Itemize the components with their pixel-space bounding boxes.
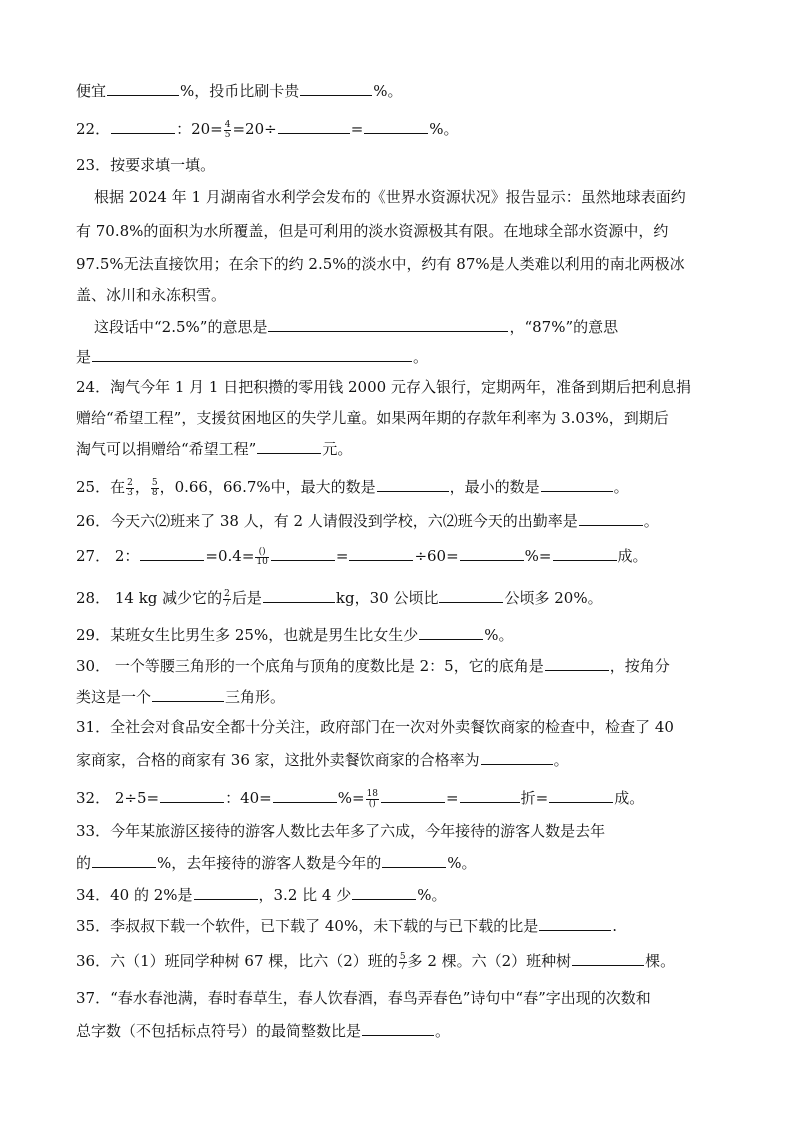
question-37-line-2 xyxy=(76,1020,450,1041)
text: %。 xyxy=(429,120,459,138)
answer-blank[interactable] xyxy=(111,118,175,134)
text: 。 xyxy=(553,751,569,769)
answer-blank[interactable] xyxy=(460,787,520,803)
answer-blank[interactable] xyxy=(92,852,156,868)
text: 的 xyxy=(76,854,92,872)
question-33 xyxy=(76,821,605,841)
numerator: 2 xyxy=(127,477,133,488)
text: %= xyxy=(524,547,552,565)
text: 23．按要求填一填。 xyxy=(76,156,216,174)
question-31 xyxy=(76,717,674,737)
text: 25．在 xyxy=(76,478,126,496)
answer-blank[interactable] xyxy=(152,686,224,702)
answer-blank[interactable] xyxy=(553,545,617,561)
text: 。 xyxy=(413,348,429,366)
passage-line-3 xyxy=(76,254,685,274)
text: 元。 xyxy=(322,440,353,458)
denominator: () xyxy=(368,798,376,809)
text: 淘气可以捐赠给“希望工程” xyxy=(76,440,257,458)
text: ，3.2 比 4 少 xyxy=(258,886,352,904)
answer-blank[interactable] xyxy=(257,438,321,454)
answer-blank[interactable] xyxy=(545,655,609,671)
answer-blank[interactable] xyxy=(539,915,611,931)
numerator: 5 xyxy=(151,477,158,488)
denominator: 3 xyxy=(127,487,133,498)
denominator: 7 xyxy=(399,961,406,972)
text: %，投币比刷卡贵 xyxy=(180,82,300,100)
question-31-line-2 xyxy=(76,749,569,770)
text: 总字数（不包括标点符号）的最简整数比是 xyxy=(76,1022,362,1040)
answer-blank[interactable] xyxy=(549,787,613,803)
answer-blank[interactable] xyxy=(419,624,483,640)
question-22 xyxy=(76,118,459,140)
text: 26．今天六⑵班来了 38 人，有 2 人请假没到学校，六⑵班今天的出勤率是 xyxy=(76,512,578,530)
question-30-line-2 xyxy=(76,686,285,707)
answer-blank[interactable] xyxy=(481,749,553,765)
answer-blank[interactable] xyxy=(352,884,416,900)
numerator: 5 xyxy=(399,951,406,962)
answer-blank[interactable] xyxy=(439,587,503,603)
text: %。 xyxy=(373,82,403,100)
text: 便宜 xyxy=(76,82,107,100)
question-37 xyxy=(76,988,651,1008)
question-27 xyxy=(76,545,648,567)
text: 多 2 棵。六（2）班种树 xyxy=(407,952,572,970)
text: ÷60= xyxy=(414,547,459,565)
answer-blank[interactable] xyxy=(263,587,335,603)
answer-blank[interactable] xyxy=(377,476,449,492)
text: ，0.66，66.7%中，最大的数是 xyxy=(159,478,376,496)
text: = xyxy=(446,789,459,807)
fraction xyxy=(366,790,379,809)
answer-blank[interactable] xyxy=(92,346,412,362)
text: 盖、冰川和永冻积雪。 xyxy=(76,286,227,304)
fraction xyxy=(224,121,232,140)
text: 赠给“希望工程”，支援贫困地区的失学儿童。如果两年期的存款年利率为 3.03%，到期后 xyxy=(76,409,669,427)
passage-line-1 xyxy=(94,187,686,207)
answer-blank[interactable] xyxy=(362,1020,434,1036)
answer-blank[interactable] xyxy=(107,80,179,96)
text: 27． 2： xyxy=(76,547,140,565)
answer-blank[interactable] xyxy=(349,545,413,561)
text: 根据 2024 年 1 月湖南省水利学会发布的《世界水资源状况》报告显示：虽然地球表面约 xyxy=(94,188,686,206)
text: 97.5%无法直接饮用；在余下的约 2.5%的淡水中，约有 87%是人类难以利用的南北两极冰 xyxy=(76,255,685,273)
text: 这段话中“2.5%”的意思是 xyxy=(94,318,268,336)
answer-blank[interactable] xyxy=(460,545,524,561)
fraction xyxy=(223,590,231,609)
passage-line-2 xyxy=(76,221,668,241)
fraction xyxy=(255,548,268,567)
question-33-line-2 xyxy=(76,852,477,873)
answer-blank[interactable] xyxy=(541,476,613,492)
text: 三角形。 xyxy=(225,688,286,706)
text: 家商家，合格的商家有 36 家，这批外卖餐饮商家的合格率为 xyxy=(76,751,480,769)
text: 29．某班女生比男生多 25%，也就是男生比女生少 xyxy=(76,626,419,644)
question-35 xyxy=(76,915,617,936)
text: ， xyxy=(134,478,150,496)
text: kg，30 公顷比 xyxy=(335,589,439,607)
question-24-line-2 xyxy=(76,408,669,428)
fraction xyxy=(399,953,407,972)
text: %= xyxy=(337,789,365,807)
text: 棵。 xyxy=(645,952,676,970)
denominator: 7 xyxy=(224,598,230,609)
text: 31．全社会对食品安全都十分关注，政府部门在一次对外卖餐饮商家的检查中，检查了 40 xyxy=(76,718,674,736)
text: %，去年接待的游客人数是今年的 xyxy=(157,854,382,872)
answer-blank[interactable] xyxy=(382,852,446,868)
denominator: 5 xyxy=(224,129,231,140)
answer-blank[interactable] xyxy=(300,80,372,96)
text: =0.4= xyxy=(205,547,255,565)
text: 公顷多 20%。 xyxy=(504,589,603,607)
answer-blank[interactable] xyxy=(273,787,337,803)
question-24-line-3 xyxy=(76,438,352,459)
question-34 xyxy=(76,884,446,905)
text: 成。 xyxy=(617,547,648,565)
text: 。 xyxy=(643,512,659,530)
text: 37．“春水春池满，春时春草生，春人饮春酒，春鸟弄春色”诗句中“春”字出现的次数和 xyxy=(76,989,651,1007)
text: 后是 xyxy=(231,589,262,607)
answer-blank[interactable] xyxy=(381,787,445,803)
question-30 xyxy=(76,655,670,676)
text: 28． 14 kg 减少它的 xyxy=(76,589,223,607)
answer-blank[interactable] xyxy=(579,510,643,526)
text: ，“87%”的意思 xyxy=(509,318,619,336)
fraction xyxy=(126,479,134,498)
line-01 xyxy=(76,80,403,101)
text: =20÷ xyxy=(232,120,277,138)
question-26 xyxy=(76,510,659,531)
fraction xyxy=(151,479,159,498)
text: ，按角分 xyxy=(609,657,670,675)
answer-blank[interactable] xyxy=(364,118,428,134)
text: 36．六（1）班同学种树 67 棵，比六（2）班的 xyxy=(76,952,398,970)
passage-line-4 xyxy=(76,285,226,305)
numerator: 2 xyxy=(224,588,230,599)
numerator: 4 xyxy=(224,119,231,130)
answer-blank[interactable] xyxy=(160,787,224,803)
numerator: () xyxy=(255,548,268,558)
denominator: 8 xyxy=(151,487,158,498)
question-23 xyxy=(76,155,215,175)
text: 34．40 的 2%是 xyxy=(76,886,193,904)
question-28 xyxy=(76,587,603,609)
text: %。 xyxy=(447,854,477,872)
answer-blank[interactable] xyxy=(572,950,644,966)
answer-blank[interactable] xyxy=(140,545,204,561)
answer-blank[interactable] xyxy=(194,884,258,900)
numerator: 18 xyxy=(366,788,379,799)
text: %。 xyxy=(484,626,514,644)
question-29 xyxy=(76,624,513,645)
text: 成。 xyxy=(614,789,645,807)
text: 33．今年某旅游区接待的游客人数比去年多了六成，今年接待的游客人数是去年 xyxy=(76,822,606,840)
text: 35．李叔叔下载一个软件，已下载了 40%，未下载的与已下载的比是 xyxy=(76,917,539,935)
text: 32． 2÷5= xyxy=(76,789,160,807)
text: 折= xyxy=(520,789,549,807)
text: ：20= xyxy=(176,120,223,138)
question-25 xyxy=(76,476,629,498)
question-number: 22． xyxy=(76,120,111,138)
text: %。 xyxy=(417,886,447,904)
text: 是 xyxy=(76,348,92,366)
answer-blank[interactable] xyxy=(278,118,350,134)
question-36 xyxy=(76,950,675,972)
answer-blank[interactable] xyxy=(271,545,335,561)
denominator: 10 xyxy=(256,556,268,567)
question-23-prompt xyxy=(94,316,618,337)
text: 类这是一个 xyxy=(76,688,152,706)
text: 24．淘气今年 1 月 1 日把积攒的零用钱 2000 元存入银行，定期两年，准备到期后把利息捐 xyxy=(76,378,691,396)
text: 30． 一个等腰三角形的一个底角与顶角的度数比是 2：5，它的底角是 xyxy=(76,657,544,675)
text: = xyxy=(335,547,349,565)
question-32 xyxy=(76,787,644,809)
text: = xyxy=(350,120,364,138)
question-24 xyxy=(76,377,691,397)
question-23-prompt-cont xyxy=(76,346,428,367)
text: ：40= xyxy=(225,789,272,807)
answer-blank[interactable] xyxy=(268,316,508,332)
text: ，最小的数是 xyxy=(449,478,540,496)
text: . xyxy=(612,917,617,935)
text: 有 70.8%的面积为水所覆盖，但是可利用的淡水资源极其有限。在地球全部水资源中，约 xyxy=(76,222,669,240)
text: 。 xyxy=(613,478,629,496)
text: 。 xyxy=(435,1022,451,1040)
